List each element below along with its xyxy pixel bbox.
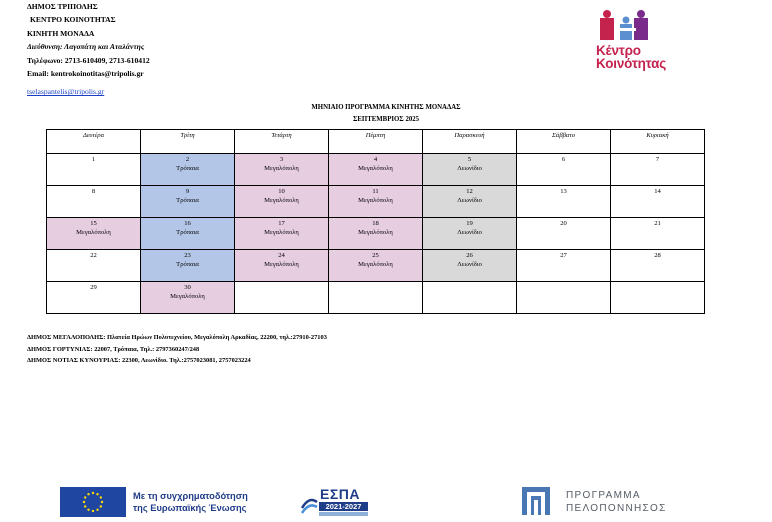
day-number: 28 [654, 252, 661, 259]
logo-line1: Κέντρο [596, 43, 641, 58]
email-link[interactable]: tselaspantelis@tripolis.gr [27, 87, 105, 97]
calendar-week-row [47, 186, 705, 218]
calendar-day-cell [329, 218, 423, 250]
program-peloponnisos-icon [522, 487, 550, 515]
eu-line1: Με τη συγχρηματοδότηση [133, 491, 248, 501]
program-peloponnisos-text [566, 489, 667, 515]
calendar-day-cell [235, 154, 329, 186]
day-location: Μεγαλόπολη [170, 293, 205, 300]
day-number: 5 [467, 156, 472, 163]
calendar-day-cell [235, 282, 329, 314]
calendar-day-cell [47, 282, 141, 314]
day-number: 12 [466, 188, 473, 195]
day-location: Τρόπαια [176, 197, 199, 204]
day-number: 26 [466, 252, 473, 259]
footer-kynouria: ΔΗΜΟΣ ΝΟΤΙΑΣ ΚΥΝΟΥΡΙΑΣ: 22300, Λεωνίδιο. Τηλ.:2757023081, 2757023224 [27, 357, 251, 364]
day-location: Μεγαλόπολη [358, 261, 393, 268]
eu-cofunding-text [133, 490, 248, 514]
calendar-day-cell [517, 218, 611, 250]
espa-logo [300, 486, 370, 518]
calendar-day-cell [141, 250, 235, 282]
weekday-header: Κυριακή [611, 130, 705, 154]
day-location: Μεγαλόπολη [264, 197, 299, 204]
day-number: 17 [278, 220, 285, 227]
day-number: 23 [184, 252, 191, 259]
day-number: 24 [278, 252, 285, 259]
day-number: 4 [373, 156, 378, 163]
page-title: ΜΗΝΙΑΙΟ ΠΡΟΓΡΑΜΜΑ ΚΙΝΗΤΗΣ ΜΟΝΑΔΑΣ [311, 104, 461, 111]
phone: Τηλέφωνο: 2713-610409, 2713-610412 [27, 55, 150, 65]
calendar-day-cell [423, 154, 517, 186]
municipality-name: ΔΗΜΟΣ ΤΡΙΠΟΛΗΣ [27, 2, 98, 11]
weekday-header: Τετάρτη [235, 130, 329, 154]
espa-word: ΕΣΠΑ [320, 486, 360, 502]
weekday-header: Πέμπτη [329, 130, 423, 154]
calendar-week-row [47, 154, 705, 186]
day-location: Τρόπαια [176, 229, 199, 236]
email: Email: kentrokoinotitas@tripolis.gr [27, 69, 144, 79]
day-location: Τρόπαια [176, 165, 199, 172]
day-number: 14 [654, 188, 661, 195]
footer-gortynia: ΔΗΜΟΣ ΓΟΡΤΥΝΙΑΣ: 22007, Τρόπαια, Τηλ.: 2797360247/248 [27, 345, 200, 353]
calendar-day-cell [611, 282, 705, 314]
program-line2: ΠΕΛΟΠΟΝΝΗΣΟΣ [566, 503, 667, 514]
day-location: Λεωνίδιο [457, 165, 482, 172]
weekday-header: Τρίτη [141, 130, 235, 154]
calendar-day-cell [235, 250, 329, 282]
calendar-day-cell [47, 154, 141, 186]
day-location: Μεγαλόπολη [358, 229, 393, 236]
day-location: Μεγαλόπολη [358, 165, 393, 172]
day-location: Μεγαλόπολη [76, 229, 111, 236]
calendar-day-cell [423, 186, 517, 218]
day-location: Μεγαλόπολη [264, 165, 299, 172]
calendar-day-cell [141, 186, 235, 218]
day-location: Μεγαλόπολη [358, 197, 393, 204]
calendar-day-cell [611, 186, 705, 218]
day-number: 18 [372, 220, 379, 227]
day-number: 13 [560, 188, 567, 195]
center-name: ΚΕΝΤΡΟ ΚΟΙΝΟΤΗΤΑΣ [30, 15, 116, 25]
calendar-day-cell [329, 250, 423, 282]
people-icon [596, 8, 686, 44]
day-number: 20 [560, 220, 567, 227]
kentro-koinotitas-logo [596, 8, 686, 78]
calendar-day-cell [423, 250, 517, 282]
day-number: 6 [561, 156, 566, 163]
day-number: 8 [91, 188, 96, 195]
calendar-day-cell [423, 218, 517, 250]
day-number: 30 [184, 284, 191, 291]
day-location: Τρόπαια [176, 261, 199, 268]
calendar-day-cell [47, 250, 141, 282]
calendar-day-cell [141, 218, 235, 250]
calendar-table [46, 129, 705, 314]
calendar-day-cell [235, 186, 329, 218]
address: Διεύθυνση: Λαγοπάτη και Αταλάντης [27, 42, 145, 52]
footer-megalopoli: ΔΗΜΟΣ ΜΕΓΑΛΟΠΟΛΗΣ: Πλατεία Ηρώων Πολυτεχνείου, Μεγαλόπολη Αρκαδίας, 22200, τηλ.:27910-27103 [27, 334, 327, 341]
day-number: 3 [279, 156, 284, 163]
day-number: 21 [654, 220, 661, 227]
calendar-day-cell [517, 186, 611, 218]
calendar-day-cell [517, 154, 611, 186]
calendar-day-cell [611, 250, 705, 282]
day-number: 15 [90, 220, 97, 227]
calendar-day-cell [611, 218, 705, 250]
calendar-day-cell [517, 250, 611, 282]
day-location: Λεωνίδιο [457, 197, 482, 204]
day-location: Μεγαλόπολη [264, 229, 299, 236]
calendar-day-cell [517, 282, 611, 314]
footer-contacts [27, 332, 327, 367]
day-number: 29 [90, 284, 97, 291]
day-number: 27 [560, 252, 567, 259]
eu-line2: της Ευρωπαϊκής Ένωσης [133, 503, 247, 513]
day-number: 9 [185, 188, 190, 195]
weekday-header: Σάββατο [517, 130, 611, 154]
day-location: Λεωνίδιο [457, 229, 482, 236]
calendar-week-row [47, 282, 705, 314]
espa-years: 2021-2027 [319, 502, 368, 511]
day-number: 10 [278, 188, 285, 195]
calendar-day-cell [329, 186, 423, 218]
day-number: 7 [655, 156, 660, 163]
espa-mark-icon [300, 488, 318, 518]
calendar-week-row [47, 218, 705, 250]
program-line1: ΠΡΟΓΡΑΜΜΑ [566, 490, 641, 501]
day-number: 22 [90, 252, 97, 259]
calendar-day-cell [611, 154, 705, 186]
day-number: 1 [91, 156, 96, 163]
day-number: 25 [372, 252, 379, 259]
calendar-day-cell [423, 282, 517, 314]
day-number: 2 [185, 156, 190, 163]
calendar-day-cell [329, 154, 423, 186]
espa-subbar [319, 512, 368, 516]
calendar-body [47, 154, 705, 314]
logo-line2: Κοινότητας [596, 56, 667, 71]
day-location: Μεγαλόπολη [264, 261, 299, 268]
unit-name: ΚΙΝΗΤΗ ΜΟΝΑΔΑ [27, 28, 95, 38]
day-number: 16 [184, 220, 191, 227]
calendar-day-cell [47, 186, 141, 218]
day-number: 19 [466, 220, 473, 227]
calendar-day-cell [47, 218, 141, 250]
calendar-day-cell [235, 218, 329, 250]
header-block [27, 0, 150, 99]
month-title: ΣΕΠΤΕΜΒΡΙΟΣ 2025 [352, 116, 420, 123]
calendar-week-row [47, 250, 705, 282]
weekday-header: Δευτέρα [47, 130, 141, 154]
weekday-header: Παρασκευή [423, 130, 517, 154]
day-location: Λεωνίδιο [457, 261, 482, 268]
day-number: 11 [372, 188, 379, 195]
weekday-header-row [47, 130, 705, 154]
calendar-day-cell [141, 282, 235, 314]
eu-flag-icon [60, 487, 126, 517]
calendar-day-cell [329, 282, 423, 314]
calendar-day-cell [141, 154, 235, 186]
